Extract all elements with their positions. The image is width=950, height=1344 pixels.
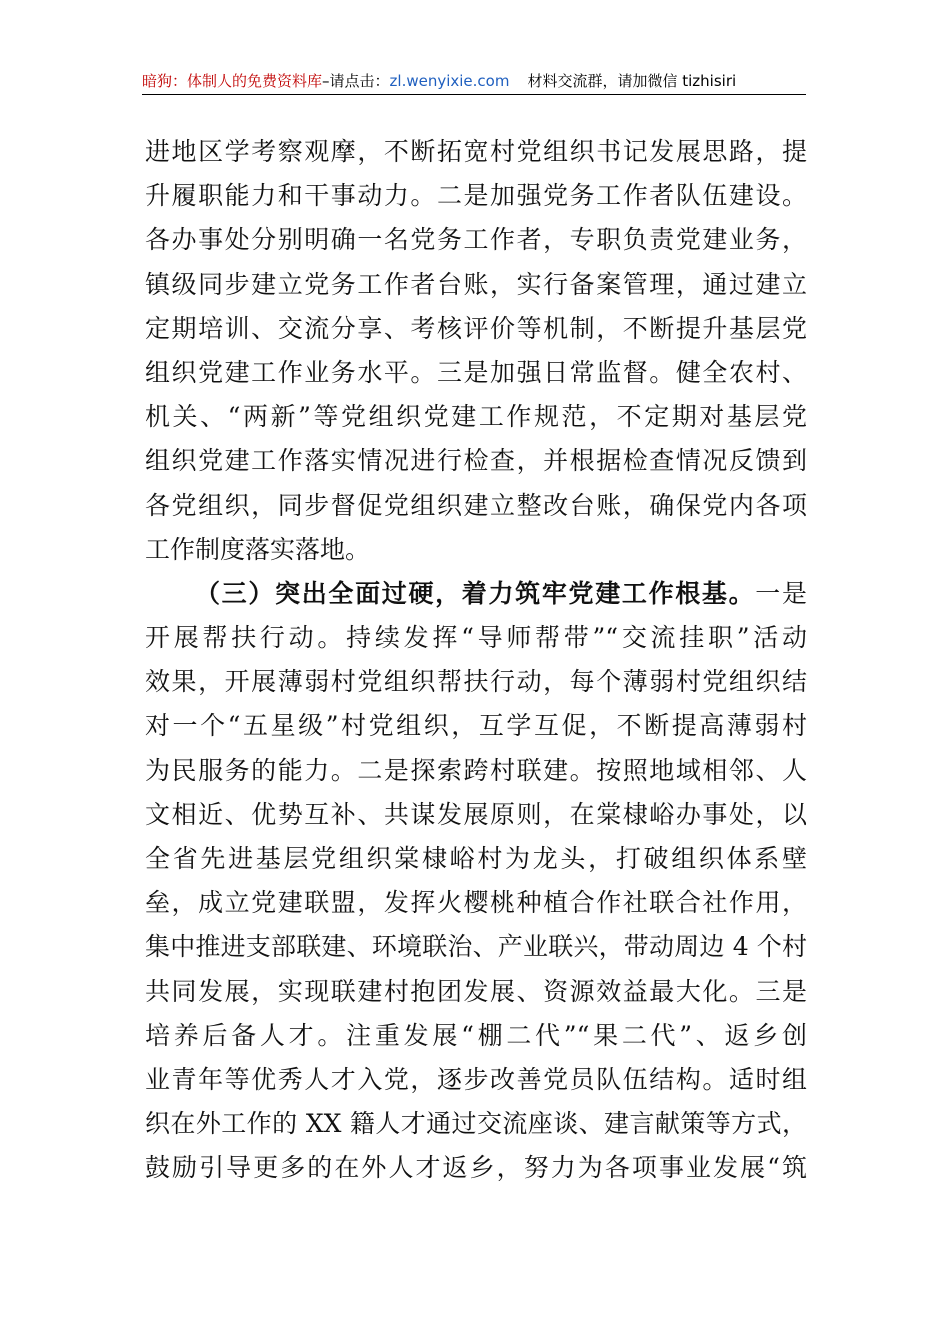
body-line: 各办事处分别明确一名党务工作者，专职负责党建业务， <box>145 225 807 255</box>
body-line: 定期培训、交流分享、考核评价等机制，不断提升基层党 <box>145 313 807 343</box>
body-line: 组织党建工作落实情况进行检查，并根据检查情况反馈到 <box>145 446 807 476</box>
page-header <box>142 68 806 95</box>
body-line: 各党组织，同步督促党组织建立整改台账，确保党内各项 <box>145 490 807 520</box>
section-line: 文相近、优势互补、共谋发展原则，在棠棣峪办事处，以 <box>145 799 807 829</box>
body-line: 机关、“两新”等党组织党建工作规范，不定期对基层党 <box>145 402 807 432</box>
body-line: 镇级同步建立党务工作者台账，实行备案管理，通过建立 <box>145 269 807 299</box>
header-brand: 暗狗：体制人的免费资料库 <box>142 72 323 90</box>
body-line: 组织党建工作业务水平。三是加强日常监督。健全农村、 <box>145 357 807 387</box>
section-line: 集中推进支部联建、环境联治、产业联兴，带动周边 4 个村 <box>145 932 807 962</box>
section-line: 业青年等优秀人才入党，逐步改善党员队伍结构。适时组 <box>145 1064 807 1094</box>
header-group-info: 材料交流群，请加微信 tizhisiri <box>527 72 737 90</box>
section-line: 织在外工作的 XX 籍人才通过交流座谈、建言献策等方式， <box>145 1109 807 1139</box>
section-heading-line <box>145 572 807 616</box>
section-line: 鼓励引导更多的在外人才返乡，努力为各项事业发展“筑 <box>145 1153 807 1183</box>
header-url-link[interactable]: zl.wenyixie.com <box>389 72 510 90</box>
section-line: 开展帮扶行动。持续发挥“导师帮带”“交流挂职”活动 <box>145 623 807 653</box>
body-line: 工作制度落实落地。 <box>145 534 371 564</box>
section-line: 对一个“五星级”村党组织，互学互促，不断提高薄弱村 <box>145 711 807 741</box>
body-line: 进地区学考察观摩，不断拓宽村党组织书记发展思路，提 <box>145 137 807 166</box>
header-click-prefix: –请点击： <box>322 72 390 90</box>
section-line: 为民服务的能力。二是探索跨村联建。按照地域相邻、人 <box>145 755 807 785</box>
section-line: 垒，成立党建联盟，发挥火樱桃种植合作社联合社作用， <box>145 888 807 918</box>
section-heading-tail: 一是 <box>755 578 807 608</box>
section-line: 全省先进基层党组织棠棣峪村为龙头，打破组织体系壁 <box>145 844 807 873</box>
section-line: 共同发展，实现联建村抱团发展、资源效益最大化。三是 <box>145 976 807 1006</box>
body-line: 升履职能力和干事动力。二是加强党务工作者队伍建设。 <box>145 181 807 211</box>
section-line: 培养后备人才。注重发展“棚二代”“果二代”、返乡创 <box>145 1020 807 1050</box>
section-line: 效果，开展薄弱村党组织帮扶行动，每个薄弱村党组织结 <box>145 667 807 697</box>
section-heading: （三）突出全面过硬，着力筑牢党建工作根基。 <box>195 578 756 608</box>
document-body <box>145 130 807 1191</box>
